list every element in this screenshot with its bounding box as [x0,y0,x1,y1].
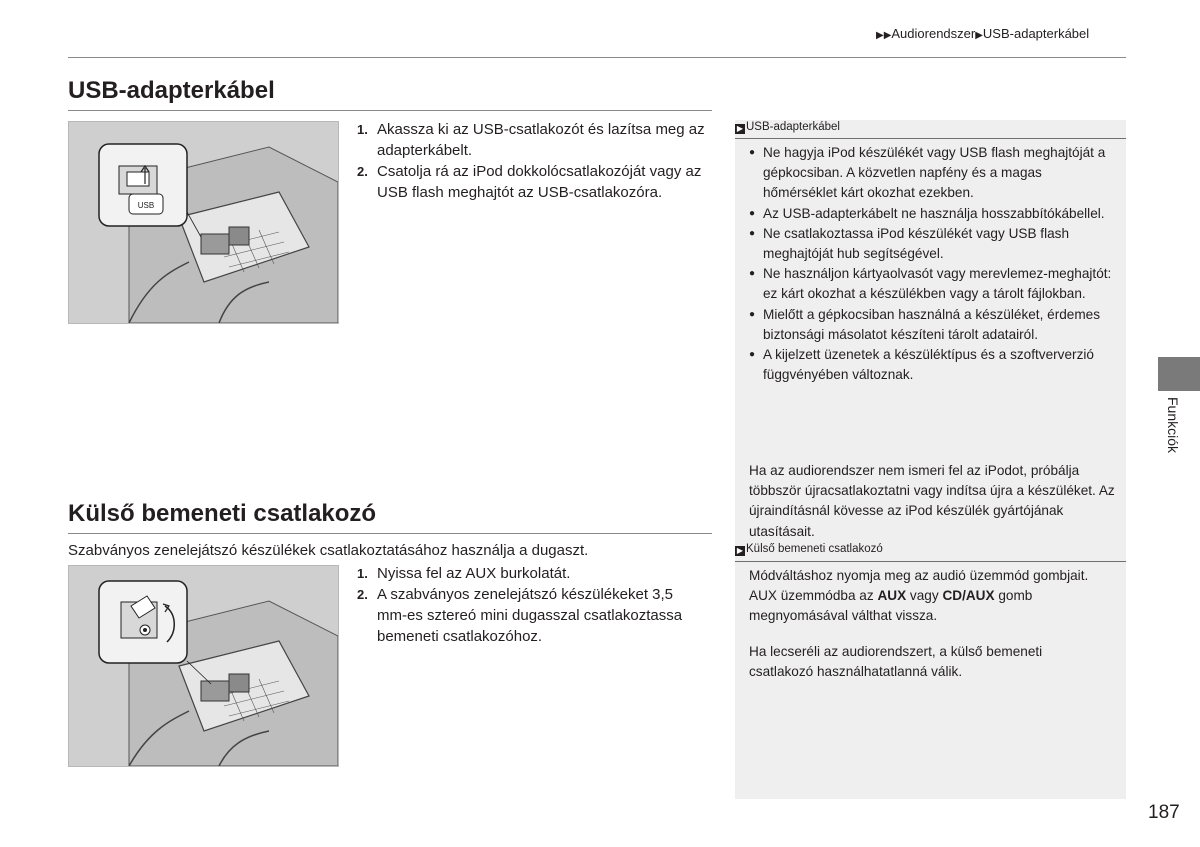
usb-note-bullet-1: ● Ne hagyja iPod készülékét vagy USB flash meghajtóját a gépkocsiban. A közvetlen napfény és a magas hőmérséklet kárt okozhat ezekben. [749,143,1117,204]
usb-note-rule [735,138,1126,139]
note-marker-icon: ▶ [736,124,744,133]
aux-step-2: 2. A szabványos zenelejátszó készülékeket 3,5 mm-es sztereó mini dugasszal csatlakoztassa bemeneti csatlakozóhoz. [357,586,683,645]
usb-note-bullet-3: ● Ne csatlakoztassa iPod készülékét vagy USB flash meghajtóját hub segítségével. [749,224,1117,264]
usb-steps [357,119,717,203]
usb-note-bullet-6: ● A kijelzett üzenetek a készüléktípus és a szoftververzió függvényében változnak. [749,345,1117,385]
aux-section-rule [68,533,712,534]
cd-aux-button-label: CD/AUX [942,588,995,604]
usb-note-bullet-4: ● Ne használjon kártyaolvasót vagy merevlemez-meghajtót: ez kárt okozhat a készülékben vagy a tárolt fájlokban. [749,264,1117,304]
header-divider [68,57,1126,58]
aux-intro: Szabványos zenelejátszó készülékek csatlakoztatásához használja a dugaszt. [68,542,589,559]
aux-note-rule [735,561,1126,562]
aux-button-label: AUX [877,588,907,604]
aux-step-1: 1. Nyissa fel az AUX burkolatát. [357,565,571,582]
page-number: 187 [1148,802,1180,823]
aux-note-paragraph-1: Módváltáshoz nyomja meg az audió üzemmód gombjait. AUX üzemmódba az AUX vagy CD/AUX gomb megnyomásával válthat vissza. [749,568,1089,624]
note-marker-icon: ▶ [736,546,744,555]
aux-steps [357,563,687,647]
breadcrumb-arrow-icon: ▶▶ [876,30,892,41]
usb-note-bullets [749,143,1117,385]
usb-section-rule [68,110,712,111]
breadcrumb-item-audio[interactable]: Audiorendszer [891,26,976,41]
usb-figure-label: USB [137,201,155,210]
section-tab-marker[interactable] [1158,357,1200,391]
usb-note-bullet-2: ● Az USB-adapterkábelt ne használja hosszabbítókábellel. [749,204,1117,224]
breadcrumb-separator-icon: ▶ [975,30,983,41]
usb-section-title: USB-adapterkábel [68,77,275,104]
usb-note-title: ▶ USB-adapterkábel [736,121,840,133]
usb-cable-illustration [68,121,339,324]
breadcrumb-item-usb[interactable]: USB-adapterkábel [982,26,1090,41]
aux-jack-illustration [68,565,339,767]
usb-console-drawing [69,122,338,323]
aux-note-title: ▶ Külső bemeneti csatlakozó [736,543,883,555]
breadcrumb [876,26,1089,41]
aux-note-paragraph-2: Ha lecseréli az audiorendszert, a külső bemeneti csatlakozó használhatatlanná válik. [749,644,1043,680]
aux-section-title: Külső bemeneti csatlakozó [68,500,377,527]
usb-note-bullet-5: ● Mielőtt a gépkocsiban használná a készüléket, érdemes biztonsági másolatot készíteni tárolt adatairól. [749,305,1117,345]
usb-step-1: 1. Akassza ki az USB-csatlakozót és lazítsa meg az adapterkábelt. [357,121,705,159]
usb-note-paragraph: Ha az audiorendszer nem ismeri fel az iPodot, próbálja többször újracsatlakoztatni vagy indítsa újra a készüléket. Az újraindításnál kövesse az iPod készülék gyártójának utasításait. [749,463,1115,539]
usb-step-2: 2. Csatolja rá az iPod dokkolócsatlakozóját vagy az USB flash meghajtót az USB-csatlakozóra. [357,163,702,201]
aux-console-drawing [69,566,338,766]
section-tab-label: Funkciók [1165,397,1181,454]
